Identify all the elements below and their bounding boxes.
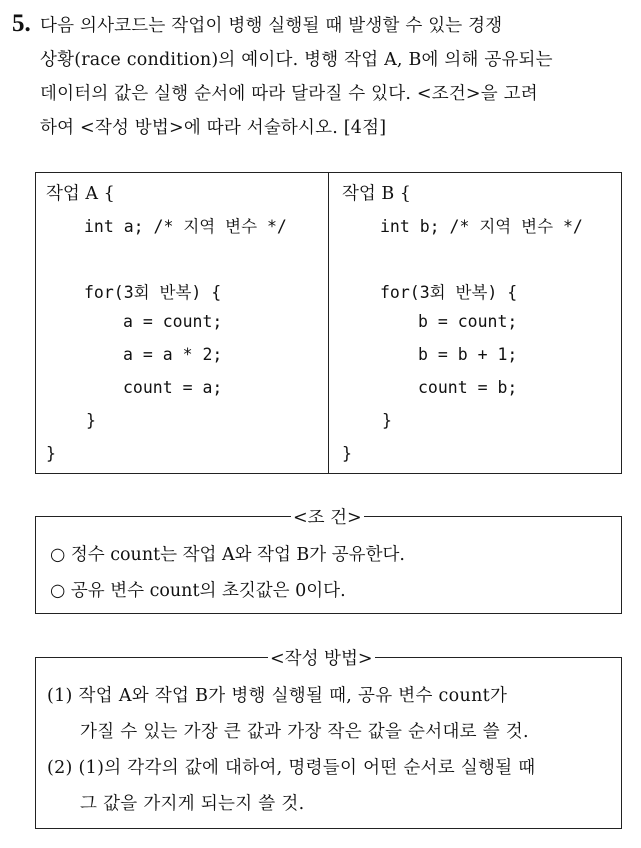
- task-b-stmt-3: count = b;: [418, 378, 518, 397]
- task-a-loop-close: }: [86, 411, 96, 430]
- conditions-title: <조 건>: [291, 504, 364, 529]
- task-b-declaration: int b; /* 지역 변수 */: [380, 217, 583, 236]
- task-b-stmt-1: b = count;: [418, 312, 518, 331]
- task-a-close: }: [46, 444, 56, 463]
- task-b-header: 작업 B {: [342, 184, 411, 204]
- method-item-2: (2) (1)의 각각의 값에 대하여, 명령들이 어떤 순서로 실행될 때: [47, 758, 536, 778]
- task-a-declaration: int a; /* 지역 변수 */: [84, 217, 287, 236]
- condition-item-1: ○ 정수 count는 작업 A와 작업 B가 공유한다.: [50, 545, 405, 565]
- task-b-stmt-2: b = b + 1;: [418, 345, 518, 364]
- method-item-2-cont: 그 값을 가지게 되는지 쓸 것.: [80, 794, 305, 814]
- method-title: <작성 방법>: [268, 645, 375, 670]
- method-item-1-cont: 가질 수 있는 가장 큰 값과 가장 작은 값을 순서대로 쓸 것.: [80, 722, 529, 742]
- task-a-loop: for(3회 반복) {: [84, 283, 222, 302]
- task-a-stmt-3: count = a;: [123, 378, 223, 397]
- question-line-1: 다음 의사코드는 작업이 병행 실행될 때 발생할 수 있는 경쟁: [40, 16, 503, 36]
- task-b-loop: for(3회 반복) {: [380, 283, 518, 302]
- task-b-close: }: [342, 444, 352, 463]
- question-line-4: 하여 <작성 방법>에 따라 서술하시오. [4점]: [40, 118, 387, 138]
- question-line-3: 데이터의 값은 실행 순서에 따라 달라질 수 있다. <조건>을 고려: [40, 84, 538, 104]
- question-number: 5.: [12, 10, 31, 37]
- question-line-2: 상황(race condition)의 예이다. 병행 작업 A, B에 의해 공유되는: [40, 50, 553, 70]
- task-b-loop-close: }: [382, 411, 392, 430]
- task-a-stmt-1: a = count;: [123, 312, 223, 331]
- task-a-header: 작업 A {: [46, 184, 115, 204]
- method-item-1: (1) 작업 A와 작업 B가 병행 실행될 때, 공유 변수 count가: [47, 686, 508, 706]
- condition-item-2: ○ 공유 변수 count의 초깃값은 0이다.: [50, 581, 346, 601]
- pseudocode-divider: [328, 172, 329, 474]
- task-a-stmt-2: a = a * 2;: [123, 345, 223, 364]
